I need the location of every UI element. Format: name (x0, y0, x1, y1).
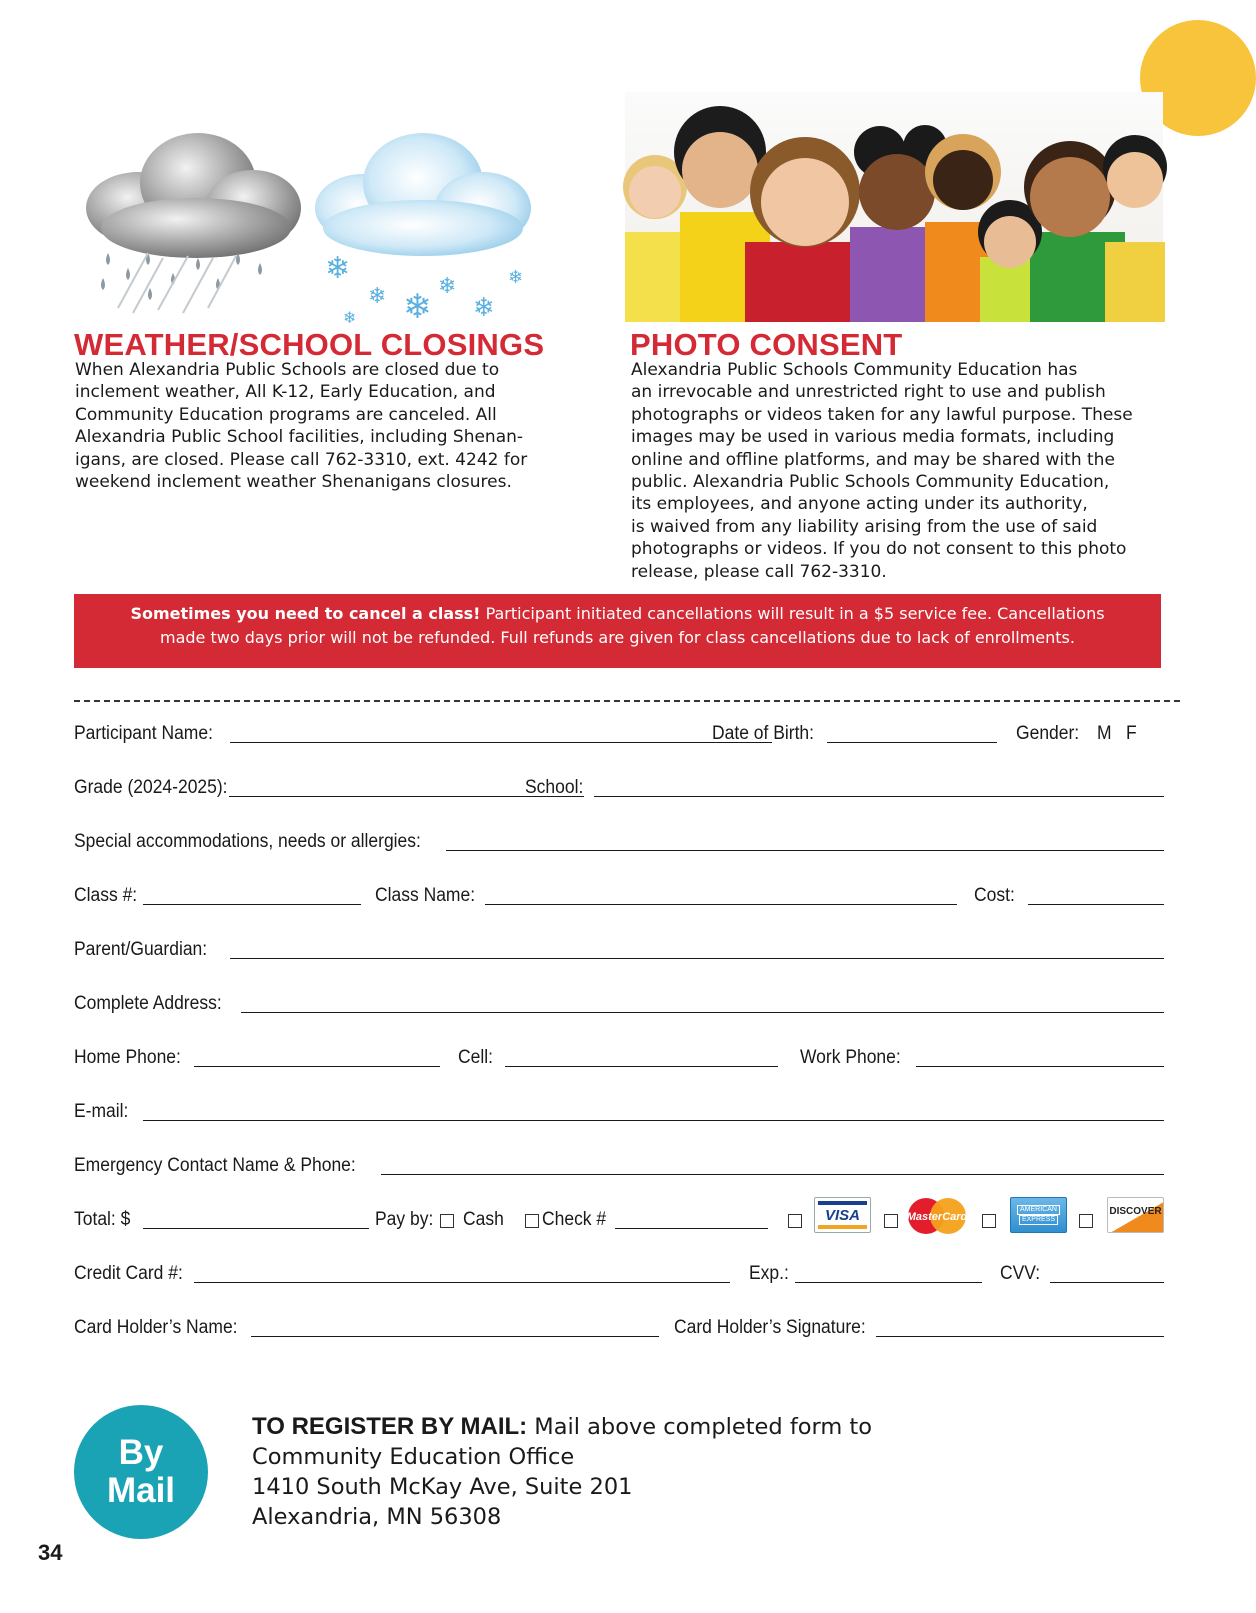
cut-line-divider (74, 700, 1180, 702)
weather-line: When Alexandria Public Schools are closed due to (75, 360, 500, 380)
form-row-email (74, 1095, 1164, 1125)
photo-consent-title: PHOTO CONSENT (630, 327, 903, 362)
weather-line: igans, are closed. Please call 762-3310, ext. 4242 for (75, 449, 528, 470)
svg-text:❄: ❄ (473, 293, 495, 323)
svg-text:❄: ❄ (343, 308, 357, 327)
by-mail-badge (74, 1405, 208, 1539)
mastercard-checkbox[interactable] (884, 1214, 898, 1228)
cvv-label: CVV: (1000, 1263, 1041, 1284)
home-phone-field[interactable] (194, 1066, 440, 1067)
photo-consent-line: photographs or videos. If you do not consent to this photo (631, 539, 1127, 560)
photo-consent-line: release, please call 762-3310. (631, 561, 887, 582)
check-number-field[interactable] (615, 1228, 768, 1229)
check-label: Check # (542, 1209, 607, 1230)
svg-text:❄: ❄ (325, 251, 351, 286)
total-label: Total: $ (74, 1209, 131, 1230)
special-accommodations-label: Special accommodations, needs or allergies: (74, 831, 421, 852)
total-field[interactable] (143, 1228, 369, 1229)
page-number: 34 (38, 1540, 63, 1565)
form-row-payment (74, 1203, 1164, 1233)
emergency-contact-field[interactable] (381, 1174, 1164, 1175)
mail-city-line: Alexandria, MN 56308 (252, 1504, 502, 1530)
cost-label: Cost: (974, 885, 1015, 906)
card-holder-name-field[interactable] (251, 1336, 659, 1337)
address-field[interactable] (241, 1012, 1164, 1013)
by-mail-badge-line1: By (118, 1433, 164, 1472)
children-photo (625, 92, 1163, 314)
photo-consent-line: its employees, and anyone acting under its authority, (631, 494, 1088, 515)
weather-line: Alexandria Public School facilities, including Shenan- (75, 427, 524, 448)
notice-text: Participant initiated cancellations will result in a $5 service fee. Cancellations (480, 604, 1105, 623)
photo-consent-body (631, 359, 1133, 583)
cash-label: Cash (463, 1209, 504, 1230)
exp-field[interactable] (795, 1282, 982, 1283)
gender-m-option[interactable]: M (1097, 723, 1112, 744)
visa-card-icon: VISA (814, 1197, 871, 1233)
check-checkbox[interactable] (525, 1214, 539, 1228)
discover-checkbox[interactable] (1079, 1214, 1093, 1228)
work-phone-field[interactable] (916, 1066, 1164, 1067)
credit-card-field[interactable] (194, 1282, 730, 1283)
emergency-contact-label: Emergency Contact Name & Phone: (74, 1155, 356, 1176)
cancellation-notice-banner (74, 594, 1161, 668)
grade-label: Grade (2024-2025): (74, 777, 228, 798)
mastercard-icon (904, 1197, 968, 1233)
form-row-special (74, 825, 1164, 855)
participant-name-label: Participant Name: (74, 723, 213, 744)
notice-bold-text: Sometimes you need to cancel a class! (130, 604, 481, 623)
pay-by-label: Pay by: (375, 1209, 434, 1230)
class-number-label: Class #: (74, 885, 138, 906)
svg-text:MasterCard: MasterCard (906, 1211, 968, 1223)
mail-address-line: 1410 South McKay Ave, Suite 201 (252, 1474, 633, 1500)
weather-line: weekend inclement weather Shenanigans closures. (75, 472, 512, 493)
card-holder-signature-field[interactable] (876, 1336, 1164, 1337)
gender-label: Gender: (1016, 723, 1080, 744)
exp-label: Exp.: (749, 1263, 789, 1284)
parent-guardian-label: Parent/Guardian: (74, 939, 208, 960)
svg-text:❄: ❄ (368, 284, 387, 309)
snow-cloud-icon (315, 133, 531, 327)
svg-text:❄: ❄ (403, 287, 432, 327)
visa-checkbox[interactable] (788, 1214, 802, 1228)
cost-field[interactable] (1028, 904, 1164, 905)
weather-section-body (75, 359, 527, 493)
amex-card-icon: AMERICAN EXPRESS (1010, 1197, 1067, 1233)
work-phone-label: Work Phone: (800, 1047, 901, 1068)
class-number-field[interactable] (143, 904, 361, 905)
home-phone-label: Home Phone: (74, 1047, 181, 1068)
photo-consent-line: public. Alexandria Public Schools Community Education, (631, 472, 1110, 493)
notice-text-line2: made two days prior will not be refunded. Full refunds are given for class cancellations due to lack of enrollments. (160, 627, 1075, 647)
weather-clouds-illustration (78, 128, 548, 328)
class-name-field[interactable] (485, 904, 957, 905)
cell-field[interactable] (505, 1066, 778, 1067)
rain-cloud-icon (86, 133, 301, 313)
dob-field[interactable] (827, 742, 997, 743)
weather-line: Community Education programs are canceled. All (75, 404, 497, 425)
photo-consent-line: online and offline platforms, and may be shared with the (631, 449, 1115, 470)
email-field[interactable] (143, 1120, 1164, 1121)
form-row-parent (74, 933, 1164, 963)
photo-consent-line: Alexandria Public Schools Community Education has (631, 360, 1078, 380)
form-row-participant (74, 717, 1164, 747)
form-row-address (74, 987, 1164, 1017)
dob-label: Date of Birth: (712, 723, 815, 744)
amex-checkbox[interactable] (982, 1214, 996, 1228)
form-row-emergency (74, 1149, 1164, 1179)
photo-consent-line: images may be used in various media formats, including (631, 427, 1115, 448)
cash-checkbox[interactable] (440, 1214, 454, 1228)
photo-consent-line: is waived from any liability arising from the use of said (631, 516, 1098, 537)
form-row-card-holder (74, 1311, 1164, 1341)
cvv-field[interactable] (1050, 1282, 1164, 1283)
school-field[interactable] (594, 796, 1164, 797)
form-row-grade (74, 771, 1164, 801)
gender-f-option[interactable]: F (1126, 723, 1137, 744)
photo-consent-line: an irrevocable and unrestricted right to use and publish (631, 382, 1106, 403)
discover-card-icon: DISCOVER (1107, 1197, 1164, 1233)
email-label: E-mail: (74, 1101, 129, 1122)
parent-guardian-field[interactable] (230, 958, 1164, 959)
mail-office-line: Community Education Office (252, 1444, 575, 1470)
weather-section-title: WEATHER/SCHOOL CLOSINGS (74, 327, 545, 362)
mail-heading-rest: Mail above completed form to (527, 1414, 873, 1440)
svg-text:❄: ❄ (438, 274, 457, 299)
card-holder-signature-label: Card Holder’s Signature: (674, 1317, 866, 1338)
cell-label: Cell: (458, 1047, 493, 1068)
form-row-phones (74, 1041, 1164, 1071)
address-label: Complete Address: (74, 993, 222, 1014)
participant-name-field[interactable] (230, 742, 772, 743)
credit-card-label: Credit Card #: (74, 1263, 183, 1284)
mail-instructions (252, 1412, 872, 1532)
class-name-label: Class Name: (375, 885, 476, 906)
svg-text:❄: ❄ (508, 267, 524, 288)
school-label: School: (525, 777, 584, 798)
by-mail-badge-line2: Mail (106, 1471, 176, 1510)
weather-line: inclement weather, All K-12, Early Education, and (75, 382, 496, 403)
mail-heading: TO REGISTER BY MAIL: (252, 1413, 528, 1440)
form-row-credit-card (74, 1257, 1164, 1287)
special-accommodations-field[interactable] (446, 850, 1164, 851)
form-row-class (74, 879, 1164, 909)
photo-consent-line: photographs or videos taken for any lawful purpose. These (631, 404, 1133, 425)
card-holder-name-label: Card Holder’s Name: (74, 1317, 238, 1338)
